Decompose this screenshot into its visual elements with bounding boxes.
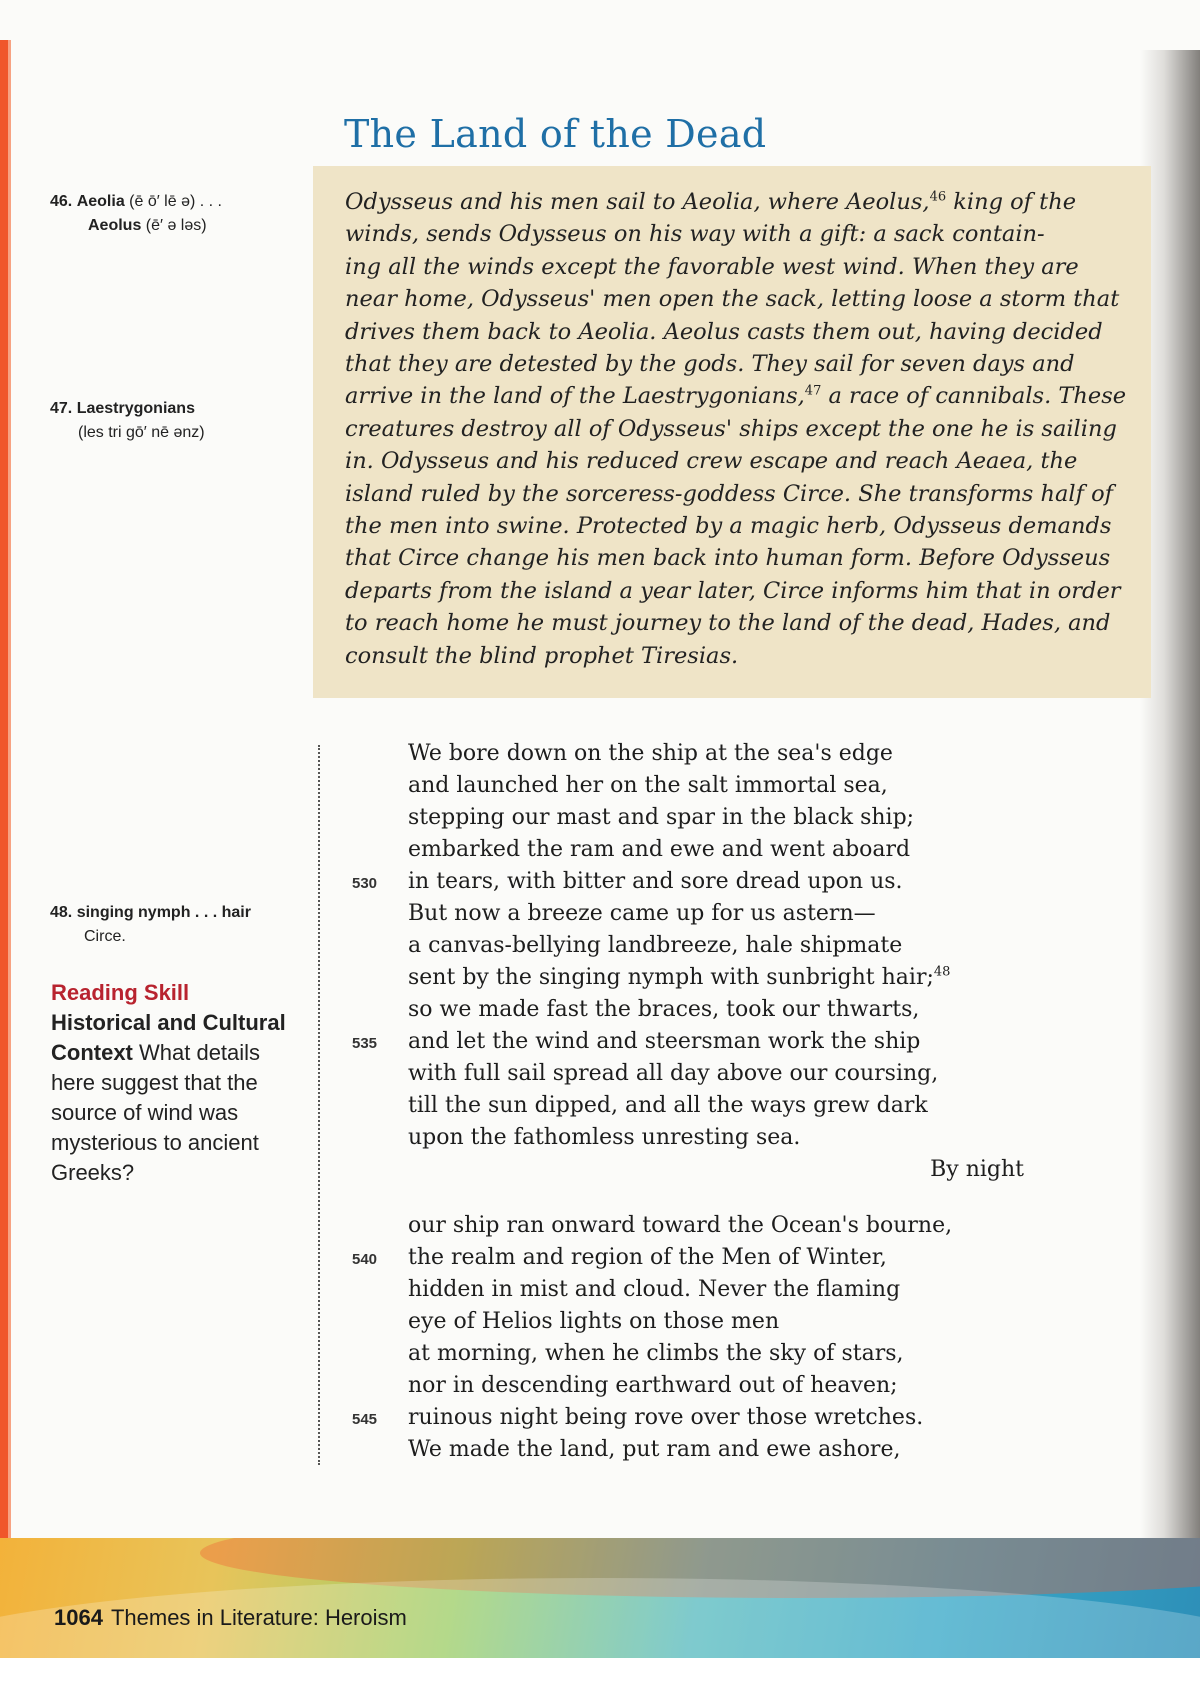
poem-line — [352, 1274, 1052, 1306]
summary-line: arrive in the land of the Laestrygonians,$^{47}$ a race of cannibals. These — [345, 383, 1127, 410]
poem-line — [352, 1090, 1052, 1122]
page-number: 1064 — [54, 1605, 103, 1630]
footnote-number: 48. — [50, 904, 73, 921]
summary-line: that they are detested by the gods. They sail for seven days and — [345, 351, 1075, 378]
line-text: the realm and region of the Men of Winter, — [408, 1245, 887, 1270]
poem-text — [352, 738, 1052, 1466]
reading-skill-question: What details here suggest that the source of wind was mysterious to ancient Greeks? — [51, 1040, 261, 1185]
poem-line — [352, 834, 1052, 866]
poem-line — [352, 1370, 1052, 1402]
summary-line: winds, sends Odysseus on his way with a gift: a sack contain- — [345, 221, 1045, 248]
summary-line: island ruled by the sorceress-goddess Circe. She transforms half of — [345, 480, 1113, 507]
line-number: 540 — [352, 1251, 378, 1268]
line-text: till the sun dipped, and all the ways grew dark — [408, 1093, 928, 1118]
line-text: in tears, with bitter and sore dread upon us. — [408, 869, 903, 894]
summary-line: that Circe change his men back into human form. Before Odysseus — [345, 545, 1111, 572]
poem-line — [352, 1434, 1052, 1466]
summary-line: near home, Odysseus' men open the sack, letting loose a storm that — [345, 286, 1120, 313]
line-text: We made the land, put ram and ewe ashore, — [408, 1437, 901, 1462]
line-text: upon the fathomless unresting sea. — [408, 1125, 801, 1150]
poem-line — [352, 1210, 1052, 1242]
line-text: But now a breeze came up for us astern— — [408, 901, 876, 926]
footnote-marker: 47 — [804, 383, 822, 399]
footnote-number: 46. — [50, 193, 73, 210]
poem-line — [352, 1402, 1052, 1434]
footnote-48 — [50, 901, 251, 949]
summary-line: consult the blind prophet Tiresias. — [345, 642, 739, 669]
reading-skill-subheading: Historical and Cultural Context — [51, 1010, 286, 1065]
footnote-marker: 48 — [933, 964, 951, 980]
summary-line: in. Odysseus and his reduced crew escape and reach Aeaea, the — [345, 448, 1078, 475]
footnote-46 — [50, 190, 222, 238]
footnote-marker: 46 — [929, 189, 947, 205]
line-text: with full sail spread all day above our coursing, — [408, 1061, 939, 1086]
poem-line — [352, 1058, 1052, 1090]
line-text: stepping our mast and spar in the black ship; — [408, 805, 915, 830]
line-text: and launched her on the salt immortal sea, — [408, 773, 888, 798]
footnote-gloss: Circe. — [84, 928, 126, 945]
line-text: By night — [930, 1157, 1024, 1182]
torn-page-edge — [0, 40, 14, 1560]
page-footer — [54, 1605, 407, 1631]
line-text: sent by the singing nymph with sunbright hair;$^{48}$ — [408, 964, 951, 990]
summary-line: to reach home he must journey to the land of the dead, Hades, and — [345, 610, 1111, 637]
line-text: our ship ran onward toward the Ocean's bourne, — [408, 1213, 953, 1238]
poem-line — [352, 866, 1052, 898]
poem-line — [352, 994, 1052, 1026]
poem-line — [352, 802, 1052, 834]
poem-line — [352, 930, 1052, 962]
poem-line — [352, 1242, 1052, 1274]
summary-line: ing all the winds except the favorable west wind. When they are — [345, 253, 1079, 280]
summary-line: Odysseus and his men sail to Aeolia, where Aeolus,$^{46}$ king of the — [345, 189, 1077, 215]
footnote-pronunciation: (ē ō′ lē ə) . . . — [124, 193, 222, 210]
footnote-term: Laestrygonians — [76, 400, 195, 417]
footnote-pronunciation: (ē′ ə ləs) — [141, 217, 207, 234]
line-text: a canvas-bellying landbreeze, hale shipmate — [408, 933, 903, 958]
section-title: The Land of the Dead — [344, 112, 767, 156]
poem-line — [352, 898, 1052, 930]
reading-skill-callout — [51, 978, 306, 1188]
footnote-number: 47. — [50, 400, 73, 417]
summary-line: departs from the island a year later, Circe informs him that in order — [345, 577, 1121, 604]
line-text: at morning, when he climbs the sky of stars, — [408, 1341, 904, 1366]
footnote-47 — [50, 397, 205, 445]
footer-decorative-band — [0, 1538, 1200, 1658]
dotted-divider — [318, 745, 320, 1465]
line-number: 545 — [352, 1411, 378, 1428]
poem-line — [352, 1154, 1052, 1210]
poem-line — [352, 962, 1052, 994]
line-text: We bore down on the ship at the sea's edge — [408, 741, 893, 766]
reading-skill-heading: Reading Skill — [51, 980, 190, 1005]
running-title: Themes in Literature: Heroism — [110, 1605, 407, 1630]
line-text: eye of Helios lights on those men — [408, 1309, 780, 1334]
poem-line — [352, 1026, 1052, 1058]
summary-line: creatures destroy all of Odysseus' ships except the one he is sailing — [345, 415, 1117, 442]
footnote-term: Aeolia — [76, 193, 125, 210]
summary-box — [313, 166, 1151, 698]
poem-line — [352, 1122, 1052, 1154]
line-number: 535 — [352, 1035, 378, 1052]
footnote-pronunciation: (les tri gō′ nē ənz) — [78, 424, 205, 441]
line-text: embarked the ram and ewe and went aboard — [408, 837, 911, 862]
line-text: hidden in mist and cloud. Never the flaming — [408, 1277, 901, 1302]
line-text: and let the wind and steersman work the ship — [408, 1029, 921, 1054]
poem-line — [352, 1306, 1052, 1338]
summary-line: drives them back to Aeolia. Aeolus casts them out, having decided — [345, 318, 1103, 345]
line-number: 530 — [352, 875, 378, 892]
footnote-term: singing nymph . . . hair — [76, 904, 251, 921]
line-text: so we made fast the braces, took our thwarts, — [408, 997, 920, 1022]
poem-line — [352, 738, 1052, 770]
line-text: ruinous night being rove over those wretches. — [408, 1405, 924, 1430]
line-text: nor in descending earthward out of heaven; — [408, 1373, 898, 1398]
footnote-term: Aeolus — [88, 217, 142, 234]
summary-line: the men into swine. Protected by a magic herb, Odysseus demands — [345, 513, 1112, 540]
poem-line — [352, 1338, 1052, 1370]
poem-line — [352, 770, 1052, 802]
